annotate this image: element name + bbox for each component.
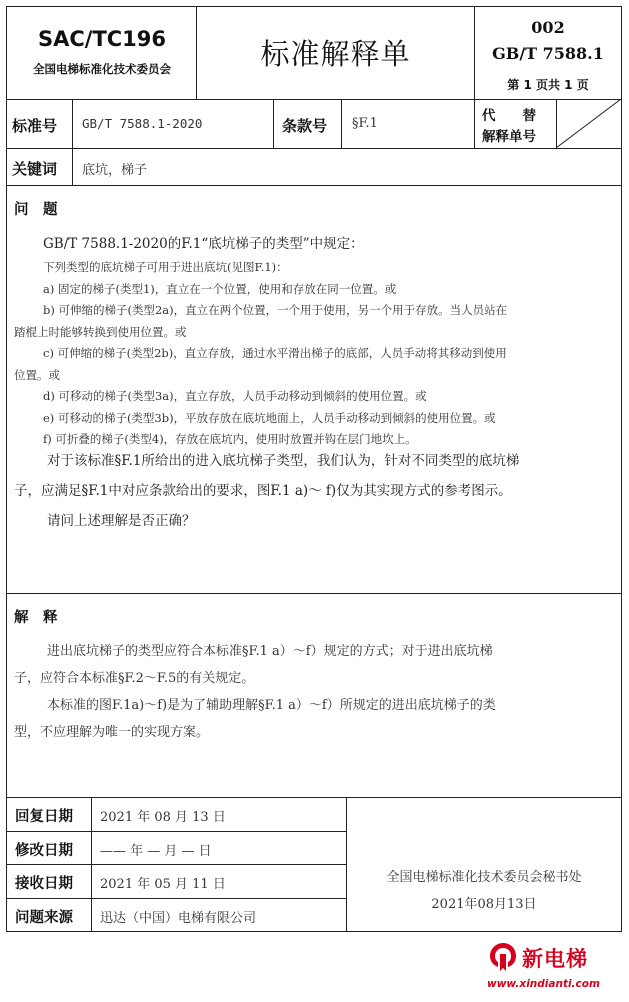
answer-heading: 解 释: [14, 610, 58, 626]
quote-line: 下列类型的底坑梯子可用于进出底坑(见图F.1)：: [43, 260, 288, 274]
keyword-label: 关键词: [12, 160, 58, 178]
question-source-label: 问题来源: [15, 910, 73, 926]
question-body: [14, 446, 617, 536]
grid-line: [474, 99, 475, 148]
question-heading: 问 题: [14, 202, 58, 218]
question-source-value: 迅达（中国）电梯有限公司: [100, 911, 257, 926]
clause-number-label: 条款号: [282, 117, 328, 135]
question-line: 对于该标准§F.1所给出的进入底坑梯子类型，我们认为，针对不同类型的底坑梯: [47, 453, 520, 469]
empty-cell-slash: [556, 99, 621, 148]
modify-date-label: 修改日期: [15, 843, 73, 859]
grid-line: [7, 185, 621, 186]
grid-line: [7, 831, 346, 832]
grid-line: [91, 797, 92, 931]
grid-line: [7, 148, 621, 149]
keyword-value: 底坑，梯子: [82, 163, 148, 178]
question-line: 子，应满足§F.1中对应条款给出的要求，图F.1 a)～ f)仅为其实现方式的参考图示。: [14, 483, 512, 499]
answer-body: [14, 638, 617, 746]
receive-date-label: 接收日期: [15, 876, 73, 892]
org-name: 全国电梯标准化技术委员会: [33, 62, 171, 76]
quote-line: a) 固定的梯子(类型1)，直立在一个位置，使用和存放在同一位置。或: [43, 281, 397, 296]
quote-line: 踏棍上时能够转换到使用位置。或: [14, 324, 187, 339]
sheet-number: 002: [531, 18, 565, 37]
secretariat-name: 全国电梯标准化技术委员会秘书处: [386, 870, 582, 885]
grid-line: [7, 864, 346, 865]
standard-number-label: 标准号: [12, 117, 58, 135]
watermark-brand: 新电梯: [522, 947, 588, 971]
quote-line: c) 可伸缩的梯子(类型2b)，直立存放，通过水平滑出梯子的底部，人员手动将其移动到使用: [43, 346, 507, 360]
quoted-clause: [14, 257, 614, 451]
document-title: 标准解释单: [260, 37, 411, 71]
reply-date-label: 回复日期: [15, 809, 73, 825]
quote-line: d) 可移动的梯子(类型3a)，直立存放，人员手动移动到倾斜的使用位置。或: [43, 389, 427, 403]
grid-line: [7, 593, 621, 594]
grid-line: [273, 99, 274, 148]
quote-line: 位置。或: [14, 367, 60, 382]
xindianti-logo-icon: [488, 941, 518, 973]
signature-date: 2021年08月13日: [431, 897, 537, 912]
question-intro: GB/T 7588.1-2020的F.1“底坑梯子的类型”中规定：: [43, 236, 364, 252]
replacement-label-line1: 代 替: [482, 108, 536, 124]
standard-reference: GB/T 7588.1: [492, 44, 604, 63]
grid-line: [72, 99, 73, 185]
grid-line: [7, 898, 346, 899]
answer-line: 子，应符合本标准§F.2～F.5的有关规定。: [14, 671, 255, 686]
receive-date-value: 2021 年 05 月 11 日: [100, 877, 226, 892]
question-line: 请问上述理解是否正确？: [47, 513, 196, 529]
quote-line: f) 可折叠的梯子(类型4)，存放在底坑内，使用时放置并钩在层门地坎上。: [43, 432, 417, 446]
grid-line: [7, 797, 621, 798]
grid-line: [7, 99, 621, 100]
answer-line: 进出底坑梯子的类型应符合本标准§F.1 a）～f）规定的方式；对于进出底坑梯: [47, 644, 493, 659]
watermark-url: www.xindianti.com: [487, 978, 600, 990]
reply-date-value: 2021 年 08 月 13 日: [100, 810, 226, 825]
answer-line: 本标准的图F.1a)～f)是为了辅助理解§F.1 a）～f）所规定的进出底坑梯子的类: [47, 698, 496, 713]
standard-number-value: GB/T 7588.1-2020: [82, 116, 203, 131]
modify-date-value: —— 年 — 月 — 日: [100, 844, 212, 859]
quote-line: e) 可移动的梯子(类型3b)，平放存放在底坑地面上，人员手动移动到倾斜的使用位置。或: [43, 410, 496, 425]
org-code: SAC/TC196: [37, 27, 167, 51]
grid-line: [341, 99, 342, 148]
page-info: 第 1 页共 1 页: [507, 78, 589, 92]
replacement-label-line2: 解释单号: [482, 129, 536, 145]
clause-number-value: §F.1: [352, 116, 378, 131]
quote-line: b) 可伸缩的梯子(类型2a)，直立在两个位置，一个用于使用，另一个用于存放。当人员站在: [43, 303, 508, 317]
answer-line: 型，不应理解为唯一的实现方案。: [14, 725, 210, 740]
